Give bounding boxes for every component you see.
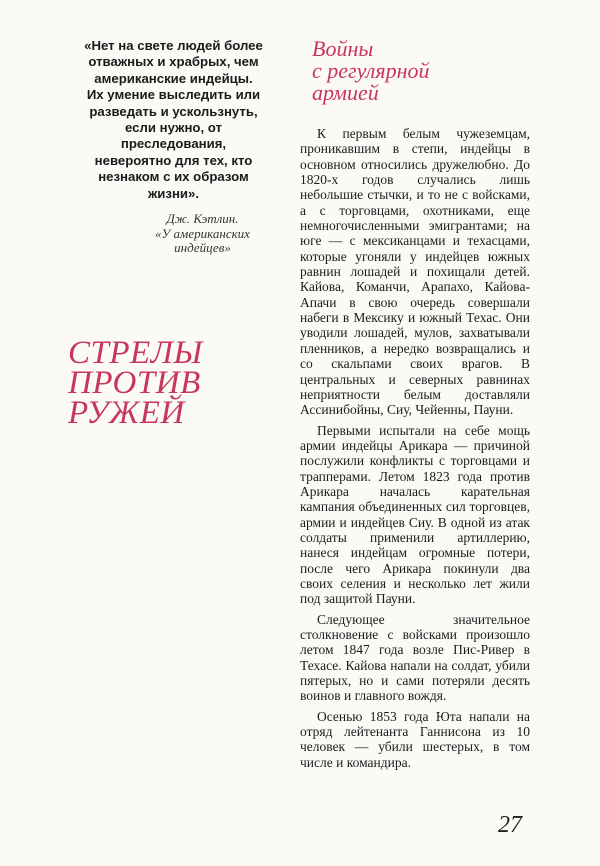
epigraph bbox=[66, 38, 281, 256]
body-paragraph: Следующее значительное столкновение с войсками произошло летом 1847 года возле Пис-Ривер в Техасе. Кайова напали на солдат, убили пятерых, но и сами потеряли десять воинов и главного вождя. bbox=[300, 611, 530, 704]
section-title: Войны с регулярной армией bbox=[312, 36, 430, 105]
body-paragraph: Первыми испытали на себе мощь армии индейцы Арикара — причиной послужили конфликты с торговцами и трапперами. Летом 1823 года против Арикара началась карательная кампания объединенных сил торговцев, армии и индейцев Сиу. В одной из атак солдаты применили артиллерию, нанеся индейцам огромные потери, после чего Арикара покинули два своих селения и несколько лет жили под защитой Пауни. bbox=[300, 422, 530, 607]
body-paragraph: К первым белым чужеземцам, проникавшим в степи, индейцы в основном относились дружелюбно. До 1820-х годов случались лишь небольшие стычки, и то не с войсками, а с торговцами, охотниками, еще немногочисленными эмигрантами; на юге — с мексиканцами и техасцами, которые угоняли у индейцев южных равнин лошадей и похищали детей. Кайова, Команчи, Арапахо, Кайова-Апачи в свою очередь совершали набеги в Мексику и южный Техас. Они уводили лошадей, мулов, захватывали пленников, а нередко возвращались и со скальпами своих врагов. В центральных и северных равнинах неприятности белым доставляли Ассинибойны, Сиу, Чейенны, Пауни. bbox=[300, 126, 530, 418]
page-number: 27 bbox=[498, 812, 522, 838]
body-text bbox=[300, 126, 530, 775]
chapter-title: СТРЕЛЫ ПРОТИВ РУЖЕЙ bbox=[68, 335, 203, 431]
epigraph-attribution: Дж. Кэтлин. «У американских индейцев» bbox=[155, 211, 250, 256]
epigraph-quote: «Нет на свете людей более отважных и храбрых, чем американские индейцы. Их умение выследить или разведать и ускользнуть, если нужно, от преследования, невероятно для тех, кто незнаком с их образом жизни». bbox=[84, 38, 263, 201]
body-paragraph: Осенью 1853 года Юта напали на отряд лейтенанта Ганнисона из 10 человек — убили шестерых, в том числе и командира. bbox=[300, 708, 530, 770]
